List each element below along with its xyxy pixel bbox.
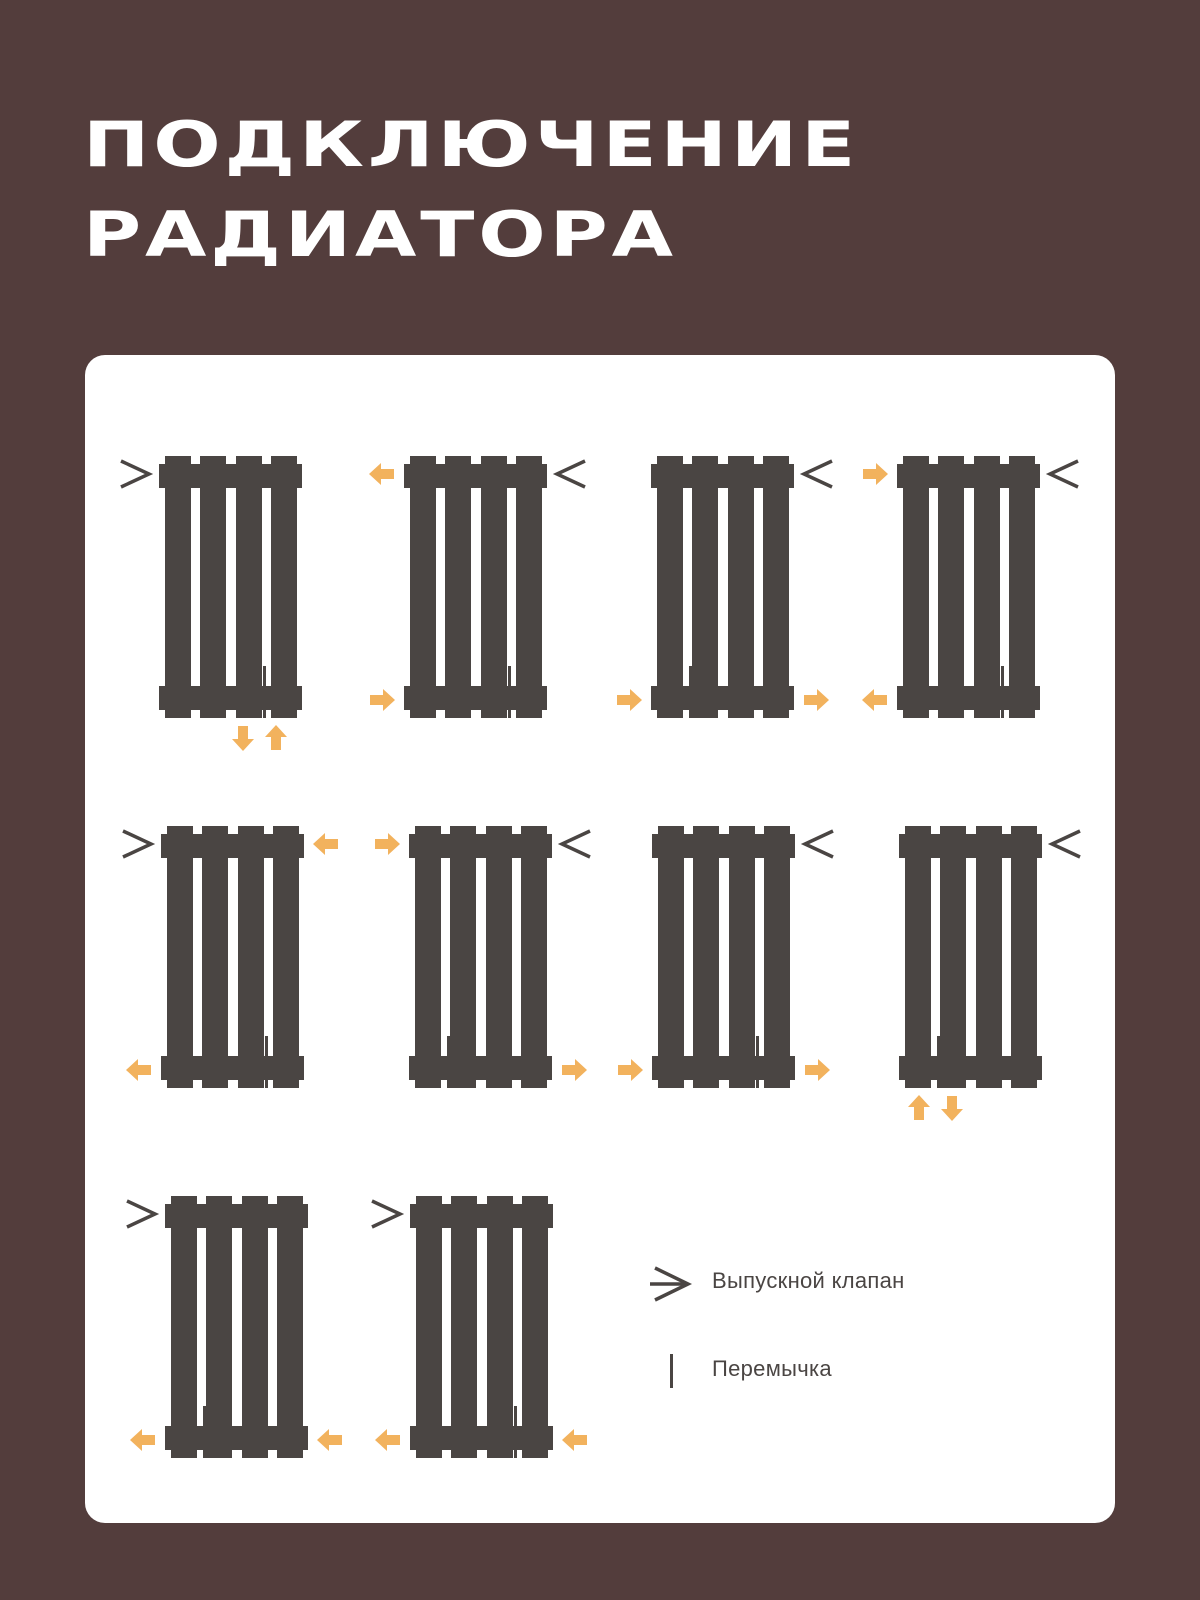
flow-arrow-icon (562, 1429, 587, 1451)
jumper (689, 666, 692, 688)
header-gap (471, 710, 480, 718)
radiator-section (242, 1196, 268, 1458)
radiator-top-header (652, 834, 795, 858)
radiator-section (451, 1196, 477, 1458)
header-gap (964, 456, 973, 464)
header-gap (193, 1080, 202, 1088)
radiator (369, 456, 585, 718)
radiator-section (416, 1196, 442, 1458)
radiator-top-header (161, 834, 304, 858)
flow-arrow-icon (265, 725, 287, 750)
radiator-section (415, 826, 441, 1088)
radiator-bottom-header (651, 686, 794, 710)
header-gap (512, 826, 521, 834)
flow-arrow-icon (617, 689, 642, 711)
radiator (375, 826, 590, 1088)
radiator-section (273, 826, 299, 1088)
jumper (265, 1036, 268, 1058)
header-gap (684, 1080, 693, 1088)
radiator-section (728, 456, 754, 718)
flow-arrow-icon (863, 463, 888, 485)
radiator-section (1011, 826, 1037, 1088)
header-gap (228, 1080, 237, 1088)
radiator (372, 1196, 587, 1458)
radiator-section (693, 826, 719, 1088)
header-gap (718, 710, 727, 718)
header-gap (268, 1196, 277, 1204)
radiator-section (450, 826, 476, 1088)
header-gap (436, 456, 445, 464)
header-gap (191, 710, 200, 718)
jumper (508, 708, 511, 718)
radiator-top-header (899, 834, 1042, 858)
radiator-section (905, 826, 931, 1088)
header-gap (754, 456, 763, 464)
bleed-valve-icon (127, 1201, 155, 1227)
radiator-section (763, 456, 789, 718)
flow-arrow-icon (370, 689, 395, 711)
bleed-valve-icon (121, 461, 149, 487)
flow-arrow-icon (908, 1095, 930, 1120)
flow-arrow-icon (375, 833, 400, 855)
jumper (514, 1406, 517, 1428)
jumper (447, 1036, 450, 1058)
jumper (756, 1036, 759, 1058)
flow-arrow-icon (375, 1429, 400, 1451)
flow-arrow-icon (805, 1059, 830, 1081)
header-gap (471, 456, 480, 464)
radiator-section (410, 456, 436, 718)
radiator-section (200, 456, 226, 718)
radiator-top-header (897, 464, 1040, 488)
header-gap (191, 456, 200, 464)
header-gap (964, 710, 973, 718)
radiator (123, 826, 338, 1088)
header-gap (684, 826, 693, 834)
radiator-section (522, 1196, 548, 1458)
radiator-section (445, 456, 471, 718)
header-gap (476, 826, 485, 834)
bleed-valve-icon (557, 461, 585, 487)
radiator-section (657, 456, 683, 718)
radiator-bottom-header (404, 686, 547, 710)
flow-arrow-icon (941, 1096, 963, 1121)
header-gap (193, 826, 202, 834)
flow-arrow-icon (232, 726, 254, 751)
legend-valve-label: Выпускной клапан (712, 1268, 905, 1293)
bleed-valve-icon (1052, 831, 1080, 857)
legend (650, 1268, 688, 1388)
radiator-section (521, 826, 547, 1088)
bleed-valve-icon (562, 831, 590, 857)
radiator-bottom-header (410, 1426, 553, 1450)
flow-arrow-icon (862, 689, 887, 711)
radiator (121, 456, 302, 751)
radiator-section (938, 456, 964, 718)
radiator-top-header (651, 464, 794, 488)
bleed-valve-icon (1050, 461, 1078, 487)
header-gap (507, 456, 516, 464)
header-gap (232, 1196, 241, 1204)
flow-arrow-icon (618, 1059, 643, 1081)
header-gap (268, 1450, 277, 1458)
radiator-section (903, 456, 929, 718)
radiator-bottom-header (409, 1056, 552, 1080)
radiator-section (165, 456, 191, 718)
radiator-bottom-header (897, 686, 1040, 710)
radiator-section (516, 456, 542, 718)
header-gap (197, 1196, 206, 1204)
radiator-section (167, 826, 193, 1088)
header-gap (966, 826, 975, 834)
jumper (263, 666, 266, 688)
radiator-top-header (404, 464, 547, 488)
radiator-section (202, 826, 228, 1088)
bleed-valve-icon (372, 1201, 400, 1227)
header-gap (929, 456, 938, 464)
radiator (617, 456, 832, 718)
radiator-section (940, 826, 966, 1088)
header-gap (442, 1450, 451, 1458)
radiator-top-header (410, 1204, 553, 1228)
header-gap (1002, 1080, 1011, 1088)
jumper (937, 1036, 940, 1058)
header-gap (512, 1080, 521, 1088)
header-gap (1000, 456, 1009, 464)
jumper (1001, 708, 1004, 718)
radiator-section (764, 826, 790, 1088)
radiator (127, 1196, 342, 1458)
radiator-section (236, 456, 262, 718)
header-gap (226, 456, 235, 464)
bleed-valve-icon (804, 461, 832, 487)
radiator-bottom-header (899, 1056, 1042, 1080)
header-gap (1002, 826, 1011, 834)
jumper-icon (670, 1354, 673, 1388)
header-gap (755, 826, 764, 834)
radiator-section (1009, 456, 1035, 718)
jumper (508, 666, 511, 688)
radiator-section (277, 1196, 303, 1458)
jumper (689, 708, 692, 718)
flow-arrow-icon (126, 1059, 151, 1081)
radiator-section (729, 826, 755, 1088)
header-gap (436, 710, 445, 718)
jumper (203, 1448, 206, 1458)
header-gap (264, 826, 273, 834)
radiator-section (171, 1196, 197, 1458)
header-gap (719, 1080, 728, 1088)
radiator-section (271, 456, 297, 718)
radiator (862, 456, 1078, 718)
flow-arrow-icon (369, 463, 394, 485)
header-gap (228, 826, 237, 834)
radiator-section (658, 826, 684, 1088)
header-gap (966, 1080, 975, 1088)
radiator-top-header (409, 834, 552, 858)
jumper (263, 708, 266, 718)
header-gap (477, 1196, 486, 1204)
radiator-top-header (165, 1204, 308, 1228)
jumper (1001, 666, 1004, 688)
jumper (756, 1078, 759, 1088)
header-gap (754, 710, 763, 718)
title-line-1: ПОДКЛЮЧЕНИЕ (83, 108, 860, 181)
bleed-valve-icon (123, 831, 151, 857)
header-gap (476, 1080, 485, 1088)
header-gap (513, 1196, 522, 1204)
flow-arrow-icon (804, 689, 829, 711)
radiator-bottom-header (161, 1056, 304, 1080)
flow-arrow-icon (313, 833, 338, 855)
header-gap (931, 826, 940, 834)
radiator-bottom-header (159, 686, 302, 710)
radiator-section (692, 456, 718, 718)
bleed-valve-icon (805, 831, 833, 857)
header-gap (442, 1196, 451, 1204)
radiator-section (487, 1196, 513, 1458)
radiator-top-header (159, 464, 302, 488)
flow-arrow-icon (130, 1429, 155, 1451)
flow-arrow-icon (317, 1429, 342, 1451)
radiator-section (976, 826, 1002, 1088)
header-gap (226, 710, 235, 718)
header-gap (477, 1450, 486, 1458)
radiator-section (486, 826, 512, 1088)
radiator-bottom-header (652, 1056, 795, 1080)
radiator-section (238, 826, 264, 1088)
legend-jumper-label: Перемычка (712, 1356, 832, 1381)
jumper (514, 1448, 517, 1458)
jumper (447, 1078, 450, 1088)
radiator (618, 826, 833, 1088)
jumper (265, 1078, 268, 1088)
title-line-2: РАДИАТОРА (83, 198, 677, 271)
jumper (937, 1078, 940, 1088)
radiator-bottom-header (165, 1426, 308, 1450)
radiator-section (481, 456, 507, 718)
header-gap (262, 456, 271, 464)
flow-arrow-icon (562, 1059, 587, 1081)
jumper (203, 1406, 206, 1428)
header-gap (719, 826, 728, 834)
header-gap (929, 710, 938, 718)
header-gap (718, 456, 727, 464)
header-gap (232, 1450, 241, 1458)
header-gap (441, 826, 450, 834)
radiator-section (974, 456, 1000, 718)
radiator (899, 826, 1080, 1121)
header-gap (683, 456, 692, 464)
radiator-section (206, 1196, 232, 1458)
